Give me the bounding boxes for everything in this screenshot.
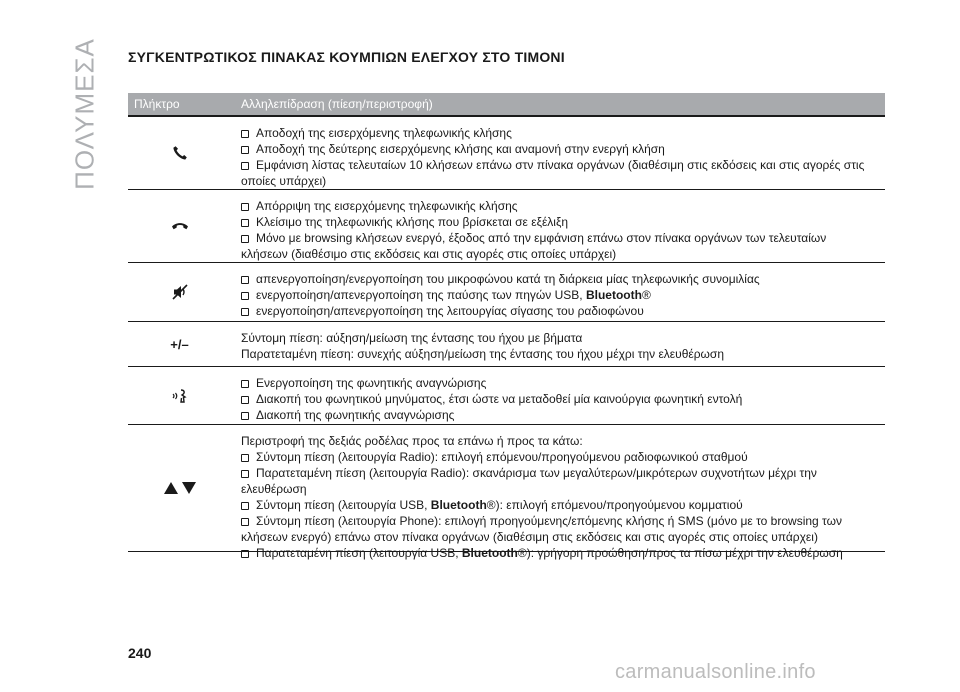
volume-plus-minus-label: +/– — [170, 336, 189, 352]
row-description: Αποδοχή της εισερχόμενης τηλεφωνικής κλήσης Αποδοχή της δεύτερης εισερχόμενης κλήσης και αναμονή στην ενεργή κλήση Εμφάνιση λίστας τελευταίων 10 κλήσεων επάνω στν πίνακα οργάνων (διαθέσιμη στις εκδόσεις και στις αγορές στις οποίες υπάρχει) — [241, 126, 865, 188]
checkbox-bullet-icon — [241, 276, 249, 284]
checkbox-bullet-icon — [241, 130, 249, 138]
checkbox-bullet-icon — [241, 396, 249, 404]
checkbox-bullet-icon — [241, 203, 249, 211]
voice-command-icon — [128, 367, 231, 424]
page-title: ΣΥΓΚΕΝΤΡΩΤΙΚΟΣ ΠΙΝΑΚΑΣ ΚΟΥΜΠΙΩΝ ΕΛΕΓΧΟΥ ΣΤΟ ΤΙΜΟΝΙ — [128, 49, 565, 65]
column-header-action: Αλληλεπίδραση (πίεση/περιστροφή) — [241, 97, 433, 111]
table-row — [128, 322, 885, 367]
checkbox-bullet-icon — [241, 380, 249, 388]
row-description: Σύντομη πίεση: αύξηση/μείωση της έντασης του ήχου με βήματα Παρατεταμένη πίεση: συνεχής αύξηση/μείωση της έντασης του ήχου μέχρι την ελευθέρωση — [241, 331, 725, 361]
phone-answer-icon — [128, 117, 231, 189]
column-header-key: Πλήκτρο — [134, 97, 180, 111]
watermark: carmanualsonline.info — [615, 661, 816, 683]
table-row — [128, 263, 885, 322]
checkbox-bullet-icon — [241, 454, 249, 462]
checkbox-bullet-icon — [241, 162, 249, 170]
checkbox-bullet-icon — [241, 502, 249, 510]
checkbox-bullet-icon — [241, 308, 249, 316]
row-description: Ενεργοποίηση της φωνητικής αναγνώρισης Διακοπή του φωνητικού μηνύματος, έτσι ώστε να μεταδοθεί μία καινούργια φωνητική εντολή Διακοπή της φωνητικής αναγνώρισης — [241, 375, 879, 423]
checkbox-bullet-icon — [241, 292, 249, 300]
checkbox-bullet-icon — [241, 219, 249, 227]
table-header — [128, 93, 885, 117]
checkbox-bullet-icon — [241, 235, 249, 243]
row-description: απενεργοποίηση/ενεργοποίηση του μικροφώνου κατά τη διάρκεια μίας τηλεφωνικής συνομιλίας ενεργοποίηση/απενεργοποίηση της παύσης των πηγών USB, Bluetooth® ενεργοποίηση/απενεργοποίηση της λειτουργίας σίγασης του ραδιοφώνου — [241, 271, 879, 319]
up-down-arrows-icon — [128, 425, 231, 551]
table-row — [128, 367, 885, 425]
table-row — [128, 190, 885, 263]
mute-icon — [128, 263, 231, 321]
row-description: Περιστροφή της δεξιάς ροδέλας προς τα επάνω ή προς τα κάτω: Σύντομη πίεση (λειτουργία Radio): επιλογή επόμενου/προηγούμενου ραδιοφωνικού σταθμού Παρατεταμένη πίεση (λειτουργία Radio): σκανάρισμα των μεγαλύτερων/μικρότερων συχνοτήτων μέχρι την ελευθέρωση Σύντομη πίεση (λειτουργία USB, Bluetooth®): επιλογή επόμενου/προηγούμενου κομματιού Σύντομη πίεση (λειτουργία Phone): επιλογή προηγούμενης/επόμενης κλήσης ή SMS (μόνο με το browsing των κλήσεων ενεργό) επάνω στον πίνακα οργάνων (διαθέσιμη στις εκδόσεις και στις αγορές στις οποίες υπάρχει) Παρατεταμένη πίεση (λειτουργία USB, Bluetooth®): γρήγορη προώθηση/προς τα πίσω μέχρι την ελευθέρωση — [241, 434, 843, 560]
page-number: 240 — [128, 645, 152, 661]
table-row — [128, 425, 885, 560]
table-row — [128, 117, 885, 190]
checkbox-bullet-icon — [241, 412, 249, 420]
checkbox-bullet-icon — [241, 518, 249, 526]
row-description: Απόρριψη της εισερχόμενης τηλεφωνικής κλήσης Κλείσιμο της τηλεφωνικής κλήσης που βρίσκεται σε εξέλιξη Μόνο με browsing κλήσεων ενεργό, έξοδος από την εμφάνιση επάνω στον πίνακα οργάνων των τελευταίων κλήσεων (διαθέσιμο στις εκδόσεις και στις αγορές στις οποίες υπάρχει) — [241, 199, 827, 261]
checkbox-bullet-icon — [241, 470, 249, 478]
checkbox-bullet-icon — [241, 550, 249, 558]
checkbox-bullet-icon — [241, 146, 249, 154]
phone-hangup-icon — [128, 190, 231, 262]
section-side-title: ΠΟΛΥΜΕΣΑ — [69, 38, 100, 190]
